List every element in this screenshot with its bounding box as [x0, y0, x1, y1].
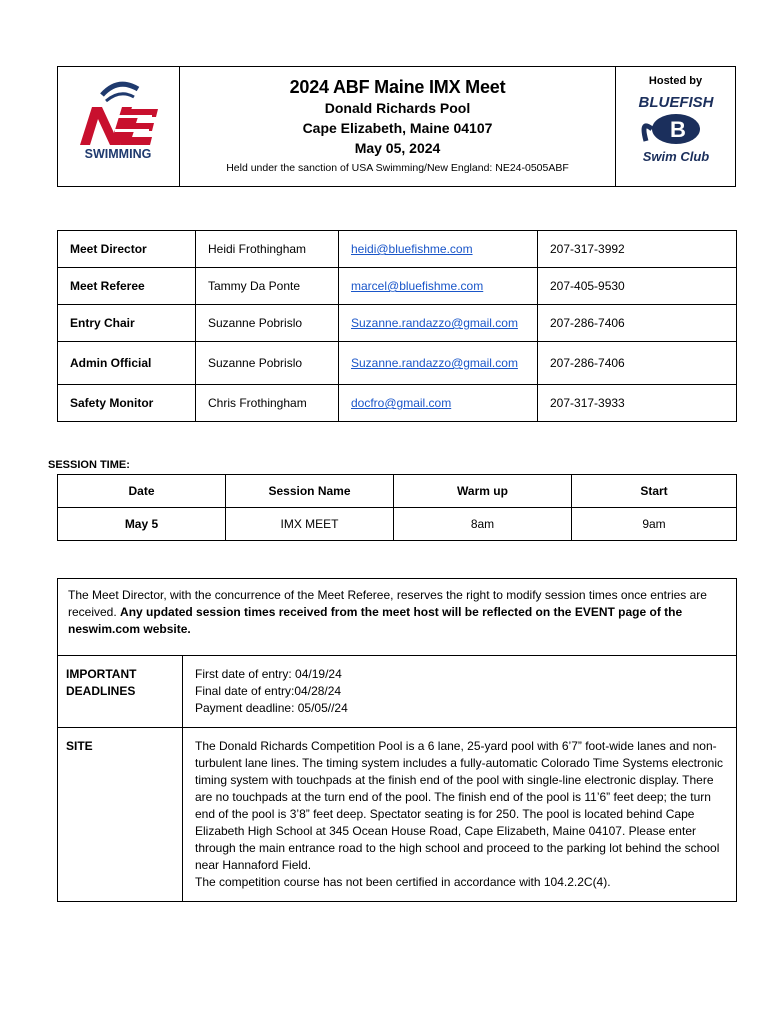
table-row	[58, 305, 737, 342]
deadline-final-entry: Final date of entry:04/28/24	[195, 684, 342, 698]
svg-text:BLUEFISH: BLUEFISH	[638, 94, 714, 111]
session-time-label: SESSION TIME:	[48, 459, 130, 471]
meet-date: May 05, 2024	[354, 140, 441, 156]
pool-city: Cape Elizabeth, Maine 04107	[302, 120, 493, 136]
meet-info-table	[57, 578, 737, 902]
official-name: Tammy Da Ponte	[196, 268, 339, 305]
deadlines-label: IMPORTANT DEADLINES	[58, 656, 183, 728]
col-start-header: Start	[572, 475, 737, 508]
site-certification-note: The competition course has not been certified in accordance with 104.2.2C(4).	[195, 875, 611, 889]
official-name: Suzanne Pobrislo	[196, 342, 339, 385]
host-box	[615, 67, 735, 186]
official-name: Chris Frothingham	[196, 385, 339, 422]
official-phone: 207-405-9530	[538, 268, 737, 305]
official-name: Suzanne Pobrislo	[196, 305, 339, 342]
ne-swimming-logo	[58, 67, 180, 186]
svg-text:B: B	[670, 117, 686, 142]
bluefish-logo-icon	[624, 89, 728, 169]
session-date: May 5	[58, 508, 226, 541]
deadline-first-entry: First date of entry: 04/19/24	[195, 667, 342, 681]
session-notice: The Meet Director, with the concurrence of the Meet Referee, reserves the right to modify session times once entries are received. Any updated session times received from the meet host will be reflected on the EVENT page of the neswim.com website.	[58, 579, 737, 656]
official-role: Meet Director	[58, 231, 196, 268]
official-phone: 207-286-7406	[538, 305, 737, 342]
table-header-row	[58, 475, 737, 508]
table-row	[58, 231, 737, 268]
official-role: Entry Chair	[58, 305, 196, 342]
pool-name: Donald Richards Pool	[324, 100, 471, 116]
site-label: SITE	[58, 728, 183, 902]
table-row	[58, 385, 737, 422]
col-date-header: Date	[58, 475, 226, 508]
session-start: 9am	[572, 508, 737, 541]
col-session-name-header: Session Name	[226, 475, 394, 508]
site-description: The Donald Richards Competition Pool is a 6 lane, 25-yard pool with 6’7” foot-wide lanes and non-turbulent lane lines. The timing system includes a fully-automatic Colorado Time Systems electronic timing system with touchpads at the finish end of the pool with single-line electronic display. There are no touchpads at the turn end of the pool. The finish end of the pool is 11’6” feet deep; the turn end of the pool is 3’8” feet deep. Spectator seating is for 250. The pool is located behind Cape Elizabeth High School at 345 Ocean House Road, Cape Elizabeth, Maine 04107. Please enter through the main entrance road to the high school and proceed to the parking lot behind the school near Hannaford Field. The competition course has not been certified in accordance with 104.2.2C(4).	[183, 728, 737, 902]
official-role: Meet Referee	[58, 268, 196, 305]
official-phone: 207-317-3933	[538, 385, 737, 422]
official-email-link[interactable]: docfro@gmail.com	[339, 385, 538, 422]
official-email-link[interactable]: marcel@bluefishme.com	[339, 268, 538, 305]
meet-header	[57, 66, 736, 187]
official-phone: 207-317-3992	[538, 231, 737, 268]
sanction-text: Held under the sanction of USA Swimming/New England: NE24-0505ABF	[226, 162, 569, 174]
hosted-by-label: Hosted by	[648, 75, 703, 87]
deadline-payment: Payment deadline: 05/05//24	[195, 701, 348, 715]
official-email-link[interactable]: heidi@bluefishme.com	[339, 231, 538, 268]
session-name: IMX MEET	[226, 508, 394, 541]
official-role: Safety Monitor	[58, 385, 196, 422]
official-email-link[interactable]: Suzanne.randazzo@gmail.com	[339, 305, 538, 342]
ne-swimming-logo-icon	[58, 67, 179, 186]
meet-title: 2024 ABF Maine IMX Meet	[289, 77, 506, 97]
official-role: Admin Official	[58, 342, 196, 385]
official-phone: 207-286-7406	[538, 342, 737, 385]
table-row	[58, 268, 737, 305]
svg-text:Swim Club: Swim Club	[642, 149, 710, 164]
official-name: Heidi Frothingham	[196, 231, 339, 268]
table-row	[58, 342, 737, 385]
col-warmup-header: Warm up	[394, 475, 572, 508]
session-table	[57, 474, 737, 541]
table-row	[58, 508, 737, 541]
officials-table	[57, 230, 737, 422]
deadlines-list	[183, 656, 737, 728]
svg-text:SWIMMING: SWIMMING	[84, 147, 152, 161]
session-warmup: 8am	[394, 508, 572, 541]
official-email-link[interactable]: Suzanne.randazzo@gmail.com	[339, 342, 538, 385]
